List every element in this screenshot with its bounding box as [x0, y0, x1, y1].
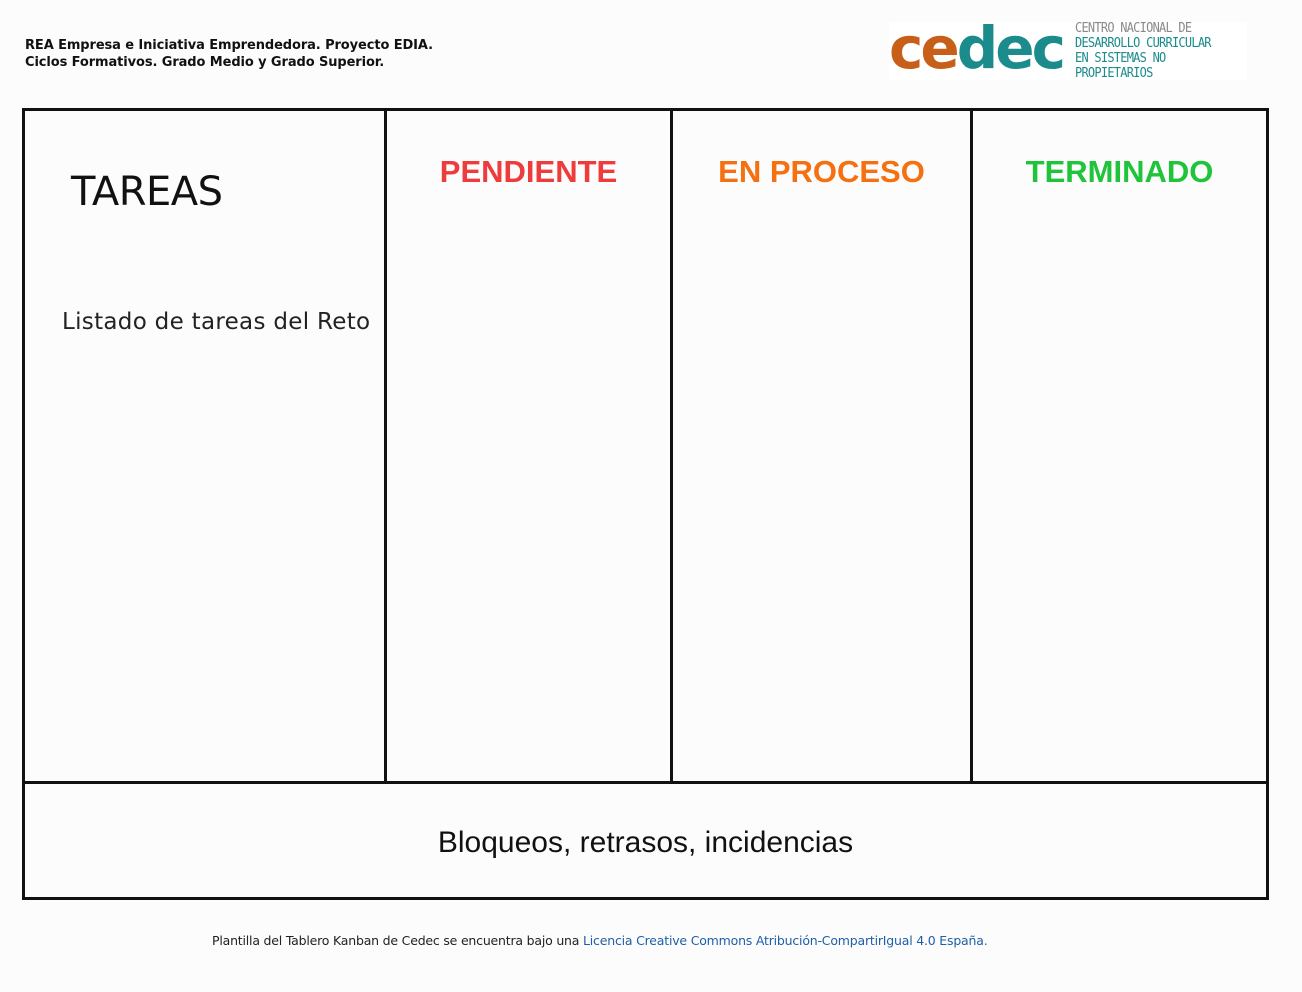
header-line-1: REA Empresa e Iniciativa Emprendedora. Proyecto EDIA.: [25, 38, 433, 53]
logo-wordmark-part2: dec: [956, 14, 1063, 82]
column-divider: [970, 111, 973, 781]
tasks-column-title: TAREAS: [71, 169, 223, 215]
logo-wordmark: [889, 14, 1063, 82]
document-header: [25, 37, 433, 71]
tasks-column-subtitle: Listado de tareas del Reto: [62, 309, 371, 335]
blockers-row-label: Bloqueos, retrasos, incidencias: [437, 826, 854, 859]
logo-tagline-line-1: CENTRO NACIONAL DE: [1074, 21, 1192, 36]
cedec-logo: [889, 14, 1247, 82]
logo-wordmark-part1: ce: [889, 14, 957, 82]
license-footer: [212, 933, 987, 948]
logo-tagline: [1075, 21, 1233, 81]
column-header-pendiente: PENDIENTE: [439, 154, 618, 189]
column-header-terminado: TERMINADO: [1025, 154, 1214, 189]
column-header-en-proceso: EN PROCESO: [718, 154, 925, 189]
kanban-board: [22, 108, 1269, 900]
column-divider: [670, 111, 673, 781]
logo-tagline-line-3: EN SISTEMAS NO PROPIETARIOS: [1074, 51, 1166, 81]
footer-text: Plantilla del Tablero Kanban de Cedec se encuentra bajo una: [212, 933, 584, 948]
header-line-2: Ciclos Formativos. Grado Medio y Grado Superior.: [25, 55, 385, 70]
column-divider: [384, 111, 387, 781]
row-divider: [25, 781, 1266, 784]
logo-tagline-line-2: DESARROLLO CURRICULAR: [1074, 36, 1211, 51]
license-link[interactable]: Licencia Creative Commons Atribución-CompartirIgual 4.0 España.: [583, 933, 988, 948]
